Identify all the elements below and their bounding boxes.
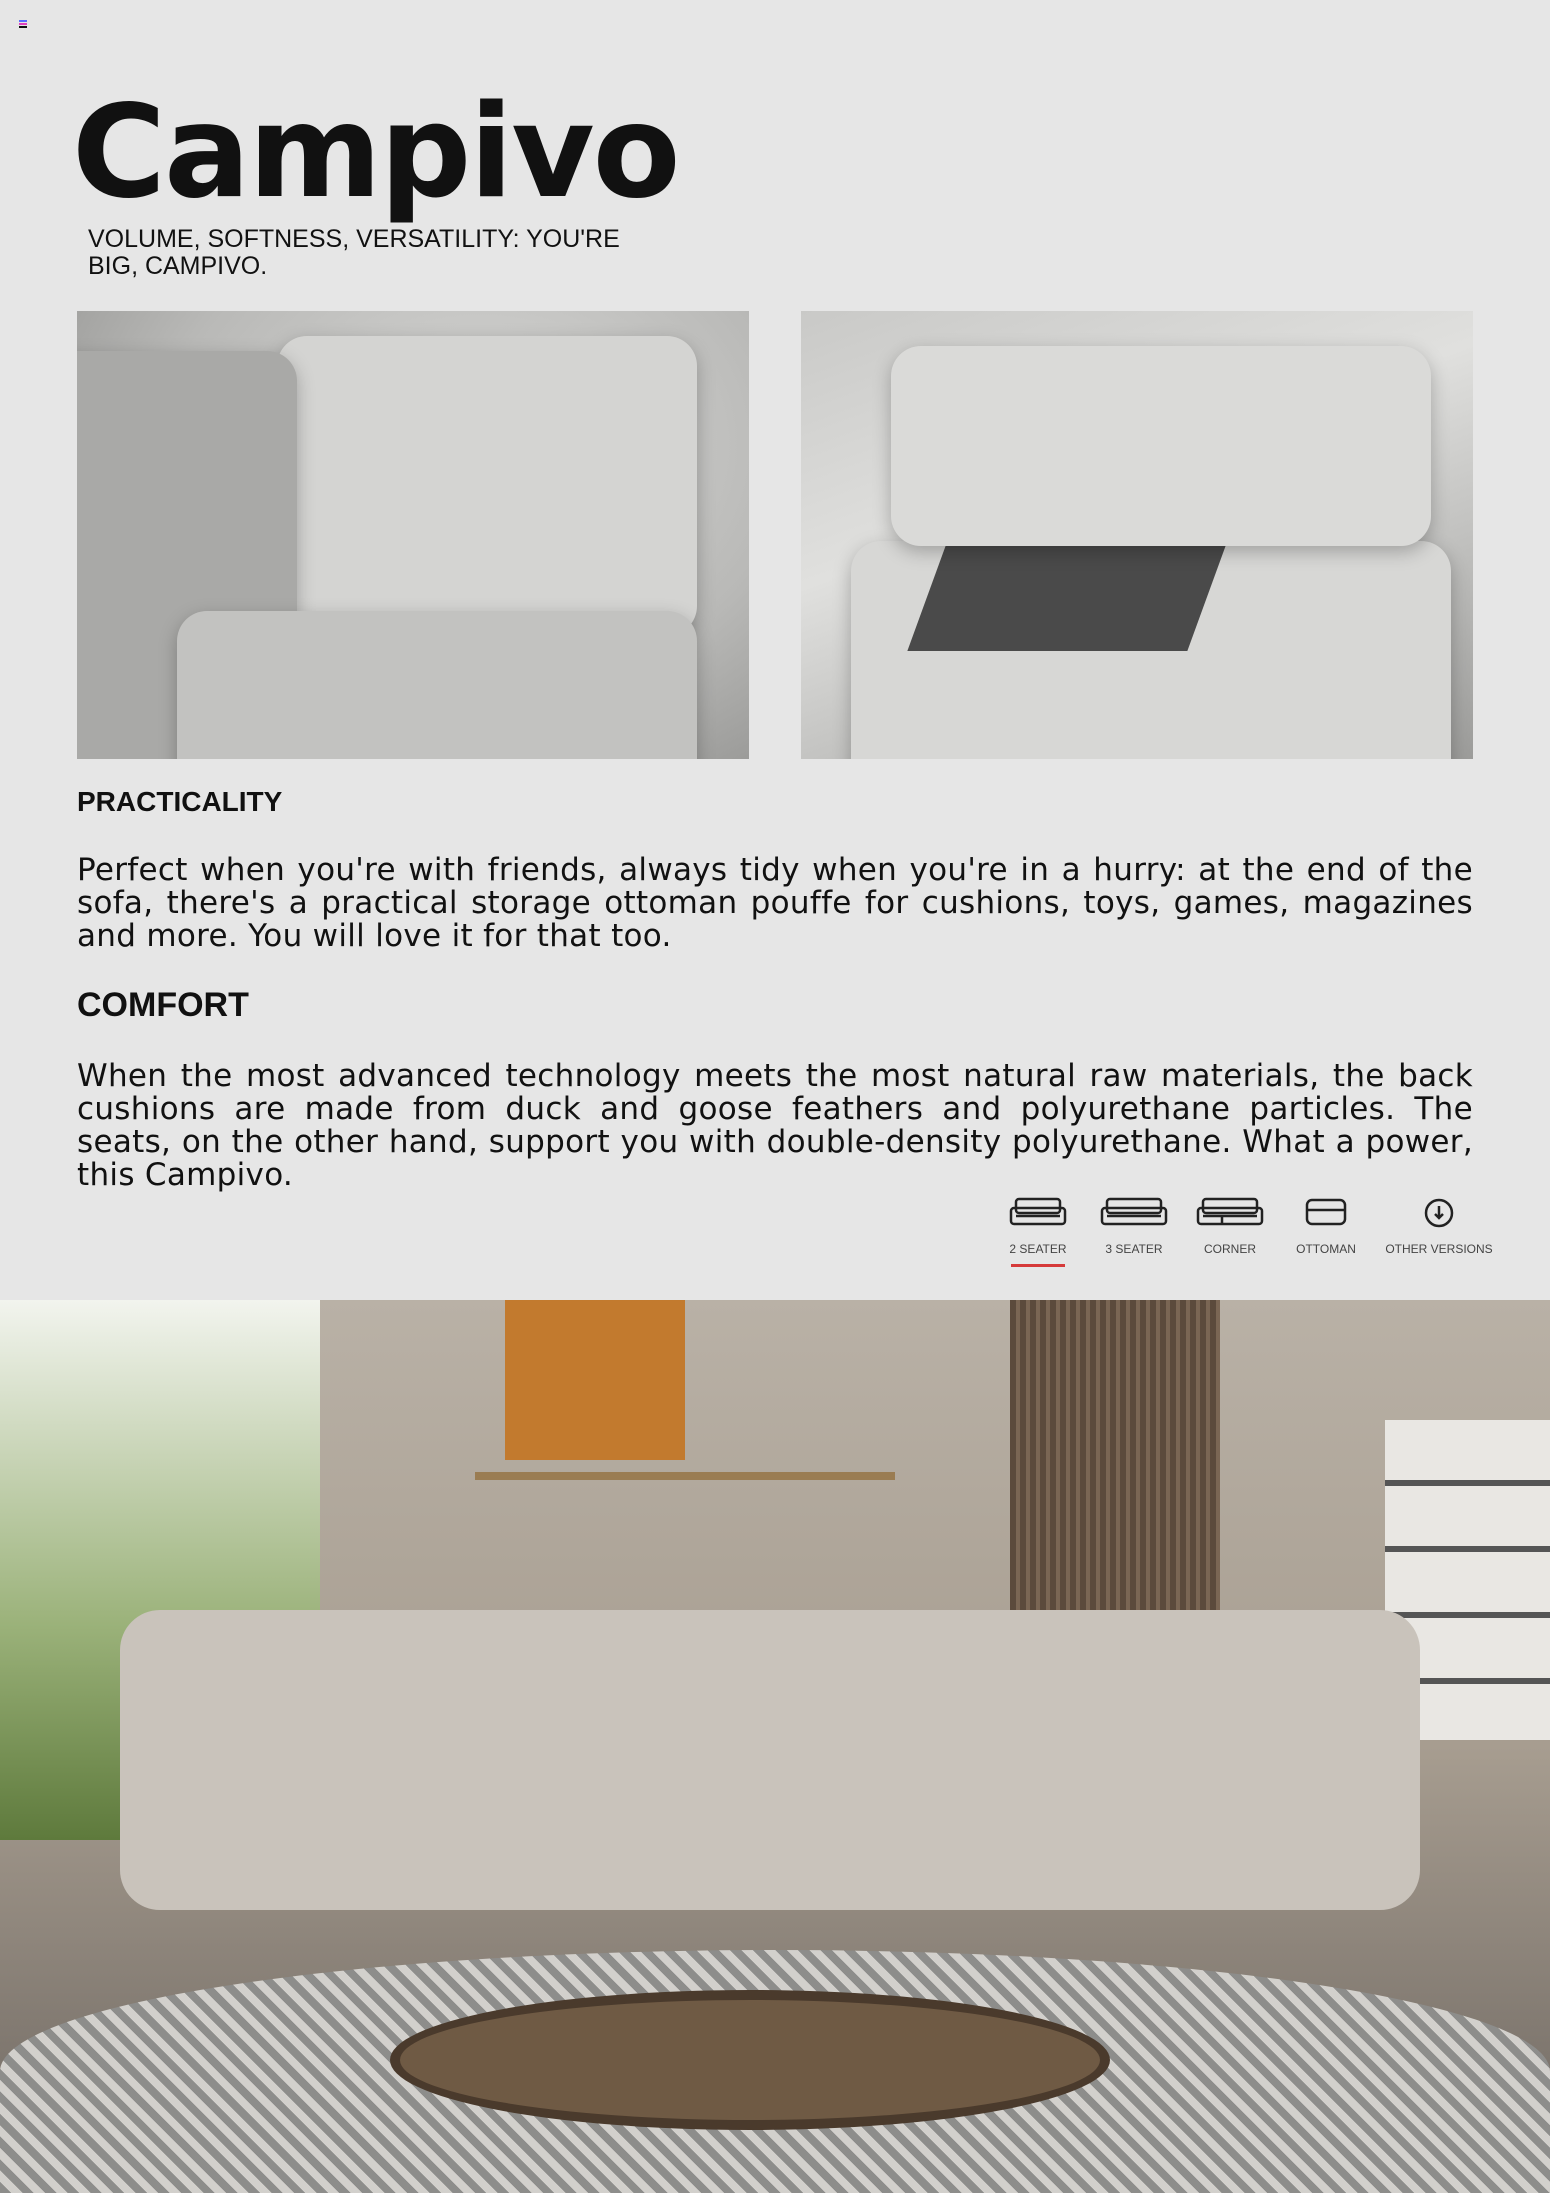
sofa-detail-photo — [77, 311, 749, 759]
version-ottoman[interactable]: OTTOMAN — [1278, 1196, 1374, 1267]
product-title: Campivo — [72, 78, 679, 227]
ottoman-icon — [1304, 1196, 1348, 1230]
version-2-seater[interactable]: 2 SEATER — [990, 1196, 1086, 1267]
section-text-practicality: Perfect when you're with friends, always tidy when you're in a hurry: at the end of the sofa, there's a practical storage ottoman pouffe for cushions, toys, games, magazines and more. You will love it for that too. — [77, 852, 1473, 954]
version-selector — [990, 1196, 1504, 1267]
section-text-comfort: When the most advanced technology meets the most natural raw materials, the back cushions are made from duck and goose feathers and polyurethane particles. The seats, on the other hand, support you with double-density polyurethane. What a power, this Campivo. — [77, 1058, 1473, 1193]
download-circle-icon — [1422, 1196, 1456, 1230]
living-room-sofa-photo — [0, 1300, 1550, 2193]
version-3-seater[interactable]: 3 SEATER — [1086, 1196, 1182, 1267]
three-seater-sofa-icon — [1099, 1196, 1169, 1230]
section-heading-comfort: COMFORT — [77, 986, 249, 1024]
storage-ottoman-photo — [801, 311, 1473, 759]
section-heading-practicality: PRACTICALITY — [77, 786, 283, 817]
two-seater-sofa-icon — [1008, 1196, 1068, 1230]
version-corner[interactable]: CORNER — [1182, 1196, 1278, 1267]
product-subtitle: VOLUME, SOFTNESS, VERSATILITY: YOU'RE BIG, CAMPIVO. — [88, 225, 620, 280]
version-other[interactable]: OTHER VERSIONS — [1374, 1196, 1504, 1267]
flag-icon — [19, 20, 27, 28]
corner-sofa-icon — [1195, 1196, 1265, 1230]
